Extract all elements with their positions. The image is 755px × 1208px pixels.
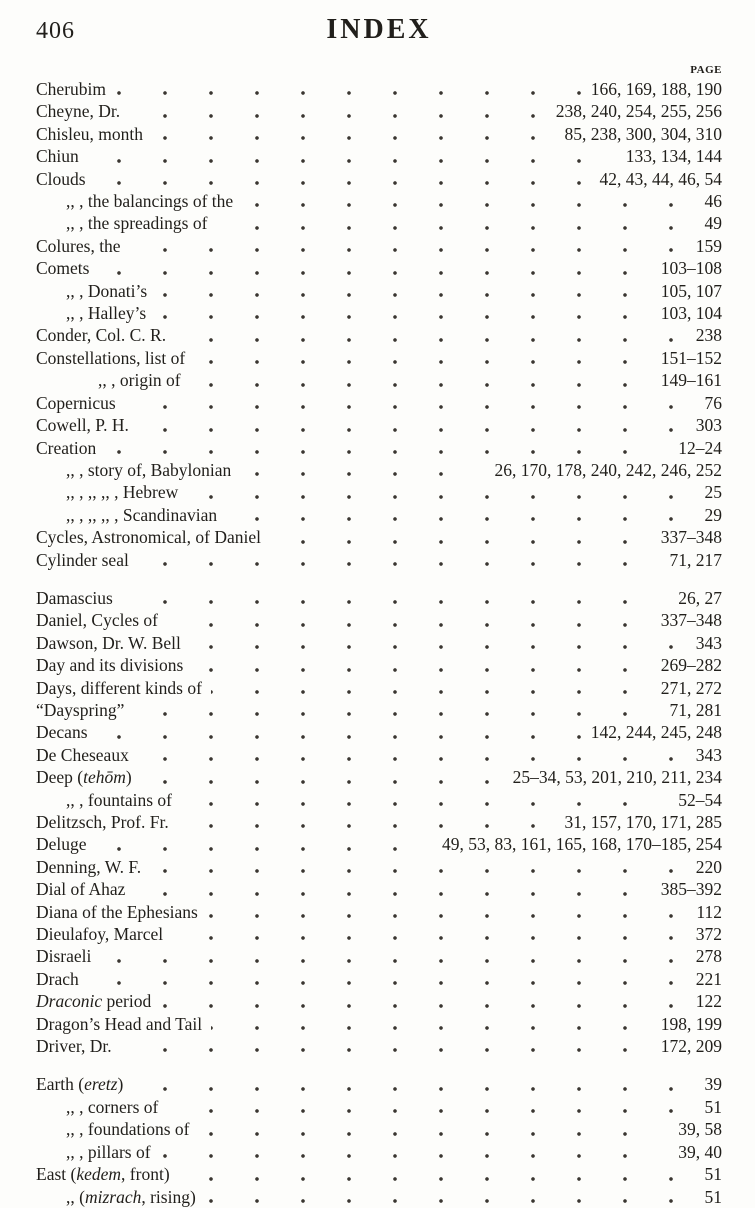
index-entry-row xyxy=(36,123,722,145)
index-entry-row xyxy=(36,1186,722,1208)
entry-label: ,, , ,, ,, , Scandinavian xyxy=(36,504,226,526)
entry-label: ,, , the balancings of the xyxy=(36,190,242,212)
index-entry-row xyxy=(36,968,722,990)
index-entry-row xyxy=(36,833,722,855)
index-entry-row xyxy=(36,1013,722,1035)
entry-label: Chisleu, month xyxy=(36,123,152,145)
entry-label: Diana of the Ephesians xyxy=(36,901,207,923)
entry-label: Chiun xyxy=(36,145,88,167)
index-entry-row xyxy=(36,945,722,967)
index-entry-row xyxy=(36,789,722,811)
entry-label: Copernicus xyxy=(36,392,125,414)
entry-pages: 39, 40 xyxy=(668,1141,722,1163)
entry-pages: 238 xyxy=(686,324,722,346)
entry-pages: 25–34, 53, 201, 210, 211, 234 xyxy=(503,766,722,788)
entry-pages: 26, 170, 178, 240, 242, 246, 252 xyxy=(485,459,723,481)
entry-label: Delitzsch, Prof. Fr. xyxy=(36,811,178,833)
entry-label: ,, , pillars of xyxy=(36,1141,160,1163)
index-entry-row xyxy=(36,1035,722,1057)
entry-pages: 372 xyxy=(686,923,722,945)
entry-pages: 76 xyxy=(695,392,723,414)
index-entries xyxy=(36,78,722,1208)
index-entry-row xyxy=(36,145,722,167)
entry-label: Damascius xyxy=(36,587,122,609)
index-entry-row xyxy=(36,1141,722,1163)
entry-pages: 49 xyxy=(695,212,723,234)
entry-label: ,, (mizrach, rising) xyxy=(36,1186,205,1208)
entry-pages: 159 xyxy=(686,235,722,257)
index-entry-row xyxy=(36,414,722,436)
entry-label: Colures, the xyxy=(36,235,130,257)
index-entry-row xyxy=(36,1163,722,1185)
entry-label: Daniel, Cycles of xyxy=(36,609,167,631)
entry-label: Day and its divisions xyxy=(36,654,192,676)
index-entry-row xyxy=(36,699,722,721)
entry-pages: 221 xyxy=(686,968,722,990)
index-entry-row xyxy=(36,1118,722,1140)
entry-label: ,, , Halley’s xyxy=(36,302,155,324)
entry-pages: 103, 104 xyxy=(651,302,722,324)
entry-label: ,, , ,, ,, , Hebrew xyxy=(36,481,187,503)
index-entry-row xyxy=(36,632,722,654)
entry-pages: 142, 244, 245, 248 xyxy=(581,721,722,743)
entry-label: Cheyne, Dr. xyxy=(36,100,129,122)
entry-label: Decans xyxy=(36,721,97,743)
index-entry-row xyxy=(36,100,722,122)
entry-pages: 337–348 xyxy=(651,609,722,631)
index-entry-row xyxy=(36,302,722,324)
index-entry-row xyxy=(36,324,722,346)
index-entry-row xyxy=(36,609,722,631)
entry-pages: 112 xyxy=(686,901,722,923)
entry-label: De Cheseaux xyxy=(36,744,138,766)
index-entry-row xyxy=(36,901,722,923)
entry-pages: 303 xyxy=(686,414,722,436)
section-gap xyxy=(36,1057,722,1073)
entry-label: Driver, Dr. xyxy=(36,1035,121,1057)
index-entry-row xyxy=(36,369,722,391)
entry-label: ,, , foundations of xyxy=(36,1118,198,1140)
entry-label: ,, , Donati’s xyxy=(36,280,156,302)
entry-pages: 220 xyxy=(686,856,722,878)
entry-pages: 343 xyxy=(686,632,722,654)
index-entry-row xyxy=(36,78,722,100)
index-entry-row xyxy=(36,878,722,900)
entry-label: Clouds xyxy=(36,168,95,190)
index-entry-row xyxy=(36,392,722,414)
entry-label: Days, different kinds of xyxy=(36,677,211,699)
entry-pages: 85, 238, 300, 304, 310 xyxy=(555,123,723,145)
entry-pages: 26, 27 xyxy=(668,587,722,609)
entry-pages: 12–24 xyxy=(668,437,722,459)
entry-pages: 343 xyxy=(686,744,722,766)
entry-label: ,, , the spreadings of xyxy=(36,212,216,234)
entry-pages: 269–282 xyxy=(651,654,722,676)
entry-pages: 103–108 xyxy=(651,257,722,279)
index-entry-row xyxy=(36,347,722,369)
entry-pages: 271, 272 xyxy=(651,677,722,699)
index-entry-row xyxy=(36,654,722,676)
index-entry-row xyxy=(36,526,722,548)
index-entry-row xyxy=(36,990,722,1012)
entry-label: Draconic period xyxy=(36,990,160,1012)
index-entry-row xyxy=(36,280,722,302)
entry-pages: 166, 169, 188, 190 xyxy=(581,78,722,100)
index-entry-row xyxy=(36,1096,722,1118)
index-entry-row xyxy=(36,766,722,788)
entry-pages: 238, 240, 254, 255, 256 xyxy=(546,100,722,122)
entry-pages: 39 xyxy=(695,1073,723,1095)
entry-label: Disraeli xyxy=(36,945,100,967)
entry-pages: 49, 53, 83, 161, 165, 168, 170–185, 254 xyxy=(432,833,722,855)
entry-label: Dieulafoy, Marcel xyxy=(36,923,172,945)
entry-pages: 105, 107 xyxy=(651,280,722,302)
entry-pages: 29 xyxy=(695,504,723,526)
entry-label: Earth (eretz) xyxy=(36,1073,132,1095)
page-header xyxy=(36,14,722,62)
index-entry-row xyxy=(36,504,722,526)
entry-pages: 149–161 xyxy=(651,369,722,391)
index-entry-row xyxy=(36,212,722,234)
entry-pages: 385–392 xyxy=(651,878,722,900)
entry-pages: 337–348 xyxy=(651,526,722,548)
entry-label: Denning, W. F. xyxy=(36,856,150,878)
index-entry-row xyxy=(36,235,722,257)
entry-pages: 51 xyxy=(695,1163,723,1185)
index-entry-row xyxy=(36,459,722,481)
index-entry-row xyxy=(36,744,722,766)
index-entry-row xyxy=(36,856,722,878)
entry-label: Dial of Ahaz xyxy=(36,878,134,900)
entry-pages: 42, 43, 44, 46, 54 xyxy=(590,168,723,190)
entry-label: Comets xyxy=(36,257,98,279)
entry-pages: 51 xyxy=(695,1096,723,1118)
index-entry-row xyxy=(36,168,722,190)
entry-pages: 52–54 xyxy=(668,789,722,811)
entry-label: ,, , origin of xyxy=(36,369,190,391)
entry-pages: 172, 209 xyxy=(651,1035,722,1057)
entry-label: ,, , story of, Babylonian xyxy=(36,459,240,481)
entry-label: Dawson, Dr. W. Bell xyxy=(36,632,190,654)
entry-label: Creation xyxy=(36,437,105,459)
entry-label: ,, , corners of xyxy=(36,1096,167,1118)
entry-label: Conder, Col. C. R. xyxy=(36,324,175,346)
entry-label: Deep (tehōm) xyxy=(36,766,141,788)
index-entry-row xyxy=(36,549,722,571)
entry-pages: 31, 157, 170, 171, 285 xyxy=(555,811,723,833)
index-entry-row xyxy=(36,190,722,212)
entry-label: “Dayspring” xyxy=(36,699,133,721)
entry-label: ,, , fountains of xyxy=(36,789,181,811)
entry-label: Cycles, Astronomical, of Daniel xyxy=(36,526,270,548)
entry-pages: 71, 217 xyxy=(660,549,723,571)
index-entry-row xyxy=(36,721,722,743)
entry-pages: 51 xyxy=(695,1186,723,1208)
entry-label: Deluge xyxy=(36,833,96,855)
index-entry-row xyxy=(36,587,722,609)
index-entry-row xyxy=(36,923,722,945)
entry-pages: 133, 134, 144 xyxy=(616,145,722,167)
entry-label: Constellations, list of xyxy=(36,347,194,369)
entry-label: Cherubim xyxy=(36,78,115,100)
entry-pages: 198, 199 xyxy=(651,1013,722,1035)
index-entry-row xyxy=(36,1073,722,1095)
entry-label: East (kedem, front) xyxy=(36,1163,179,1185)
entry-pages: 25 xyxy=(695,481,723,503)
index-entry-row xyxy=(36,437,722,459)
entry-label: Dragon’s Head and Tail xyxy=(36,1013,211,1035)
entry-pages: 71, 281 xyxy=(660,699,723,721)
entry-pages: 122 xyxy=(686,990,722,1012)
index-entry-row xyxy=(36,481,722,503)
page-column-header: PAGE xyxy=(690,64,722,76)
index-entry-row xyxy=(36,257,722,279)
entry-label: Drach xyxy=(36,968,88,990)
entry-label: Cylinder seal xyxy=(36,549,138,571)
page-title: INDEX xyxy=(326,14,432,45)
entry-pages: 151–152 xyxy=(651,347,722,369)
entry-label: Cowell, P. H. xyxy=(36,414,138,436)
entry-pages: 39, 58 xyxy=(668,1118,722,1140)
section-gap xyxy=(36,571,722,587)
page-number: 406 xyxy=(36,18,75,44)
index-entry-row xyxy=(36,677,722,699)
index-entry-row xyxy=(36,811,722,833)
entry-pages: 278 xyxy=(686,945,722,967)
entry-pages: 46 xyxy=(695,190,723,212)
